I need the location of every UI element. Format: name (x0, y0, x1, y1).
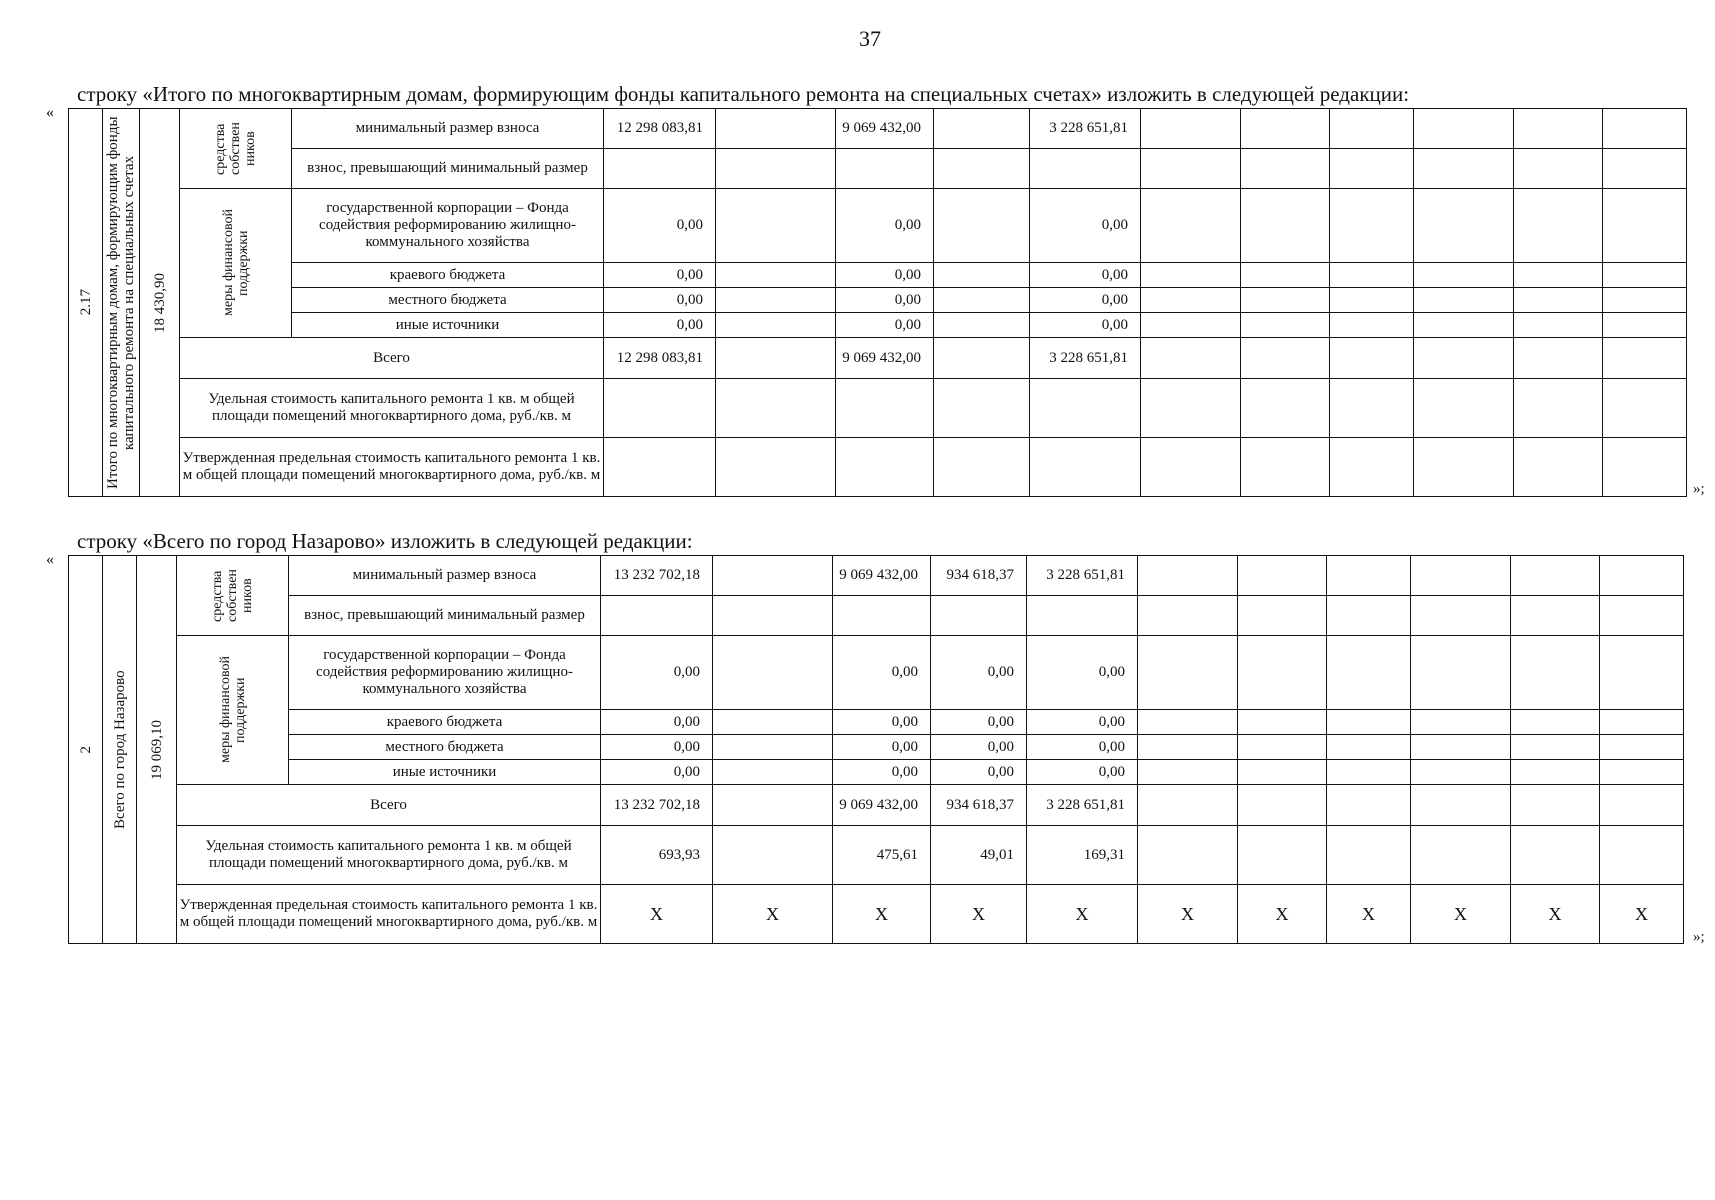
table-row (69, 288, 1687, 313)
value-cell-1 (604, 149, 716, 189)
value-cell-8: X (1327, 885, 1411, 944)
row-label: местного бюджета (289, 735, 601, 760)
section-1-close-quote: »; (1693, 481, 1705, 497)
value-cell-6 (1141, 263, 1241, 288)
value-cell-8 (1327, 556, 1411, 596)
value-cell-6 (1138, 785, 1238, 826)
value-cell-7 (1238, 760, 1327, 785)
value-cell-1: 12 298 083,81 (604, 338, 716, 379)
table-row (69, 438, 1687, 497)
row-label: Удельная стоимость капитального ремонта 1 кв. м общей площади помещений многоквартирного дома, руб./кв. м (177, 826, 601, 885)
row-number: 2.17 (77, 289, 94, 316)
value-cell-4 (934, 263, 1030, 288)
value-cell-2 (716, 149, 836, 189)
value-cell-3: 475,61 (833, 826, 931, 885)
group-own-funds: средства собствен ников (213, 122, 258, 175)
value-cell-2 (713, 710, 833, 735)
value-cell-5: 0,00 (1030, 263, 1141, 288)
value-cell-9 (1414, 109, 1514, 149)
value-cell-11 (1600, 596, 1684, 636)
value-cell-4: X (931, 885, 1027, 944)
value-cell-10 (1511, 556, 1600, 596)
value-cell-6 (1141, 109, 1241, 149)
value-cell-8 (1327, 760, 1411, 785)
row-label: Утвержденная предельная стоимость капитального ремонта 1 кв. м общей площади помещений многоквартирного дома, руб./кв. м (180, 438, 604, 497)
table-row (69, 885, 1684, 944)
row-label: краевого бюджета (292, 263, 604, 288)
value-cell-1: 0,00 (604, 288, 716, 313)
row-number: 2 (77, 745, 94, 754)
value-cell-7 (1238, 596, 1327, 636)
value-cell-11 (1603, 338, 1687, 379)
value-cell-3: 0,00 (833, 735, 931, 760)
group-own-funds-cell (180, 109, 292, 189)
row-label: государственной корпорации – Фонда содействия реформированию жилищно-коммунального хозяйства (292, 189, 604, 263)
value-cell-6 (1138, 760, 1238, 785)
value-cell-4: 934 618,37 (931, 556, 1027, 596)
value-cell-11 (1603, 109, 1687, 149)
page-number: 37 (859, 26, 881, 51)
value-cell-6 (1141, 338, 1241, 379)
value-cell-7 (1241, 379, 1330, 438)
table-row (69, 313, 1687, 338)
value-cell-8 (1330, 288, 1414, 313)
group-own-funds: средства собствен ников (210, 569, 255, 622)
area-cell (137, 556, 177, 944)
value-cell-7 (1238, 735, 1327, 760)
value-cell-5: 3 228 651,81 (1027, 785, 1138, 826)
value-cell-3 (833, 596, 931, 636)
value-cell-3: 0,00 (833, 760, 931, 785)
value-cell-10 (1514, 263, 1603, 288)
value-cell-11 (1603, 379, 1687, 438)
value-cell-6 (1141, 288, 1241, 313)
value-cell-1: 12 298 083,81 (604, 109, 716, 149)
section-2-close-quote: »; (1693, 929, 1705, 945)
value-cell-4: 934 618,37 (931, 785, 1027, 826)
value-cell-10 (1511, 636, 1600, 710)
value-cell-2 (713, 760, 833, 785)
value-cell-2 (716, 189, 836, 263)
group-own-funds-cell (177, 556, 289, 636)
row-label: иные источники (289, 760, 601, 785)
value-cell-6: X (1138, 885, 1238, 944)
value-cell-7 (1238, 785, 1327, 826)
value-cell-5: 0,00 (1027, 710, 1138, 735)
row-label: взнос, превышающий минимальный размер (289, 596, 601, 636)
value-cell-10 (1511, 735, 1600, 760)
value-cell-8 (1330, 109, 1414, 149)
value-cell-8 (1330, 263, 1414, 288)
value-cell-9 (1411, 556, 1511, 596)
value-cell-2 (713, 596, 833, 636)
value-cell-7 (1238, 556, 1327, 596)
table-row (69, 189, 1687, 263)
value-cell-10 (1514, 338, 1603, 379)
section-2-open-quote: « (46, 551, 54, 568)
table-row (69, 760, 1684, 785)
value-cell-3: 0,00 (836, 288, 934, 313)
value-cell-6 (1138, 710, 1238, 735)
value-cell-6 (1141, 438, 1241, 497)
value-cell-5 (1030, 438, 1141, 497)
value-cell-5 (1030, 149, 1141, 189)
value-cell-2 (713, 636, 833, 710)
value-cell-6 (1138, 596, 1238, 636)
value-cell-3: 9 069 432,00 (836, 338, 934, 379)
value-cell-9 (1414, 379, 1514, 438)
value-cell-8 (1330, 149, 1414, 189)
row-number-cell (69, 109, 103, 497)
group-support: меры финансовой поддержки (220, 209, 251, 317)
value-cell-3 (836, 438, 934, 497)
value-cell-10: X (1511, 885, 1600, 944)
value-cell-2 (713, 826, 833, 885)
value-cell-4: 0,00 (931, 760, 1027, 785)
value-cell-7 (1241, 263, 1330, 288)
value-cell-11 (1600, 735, 1684, 760)
table-row (69, 379, 1687, 438)
value-cell-1: 0,00 (601, 636, 713, 710)
value-cell-8 (1327, 735, 1411, 760)
value-cell-3: X (833, 885, 931, 944)
value-cell-1: 0,00 (601, 760, 713, 785)
value-cell-6 (1138, 826, 1238, 885)
value-cell-11 (1600, 760, 1684, 785)
value-cell-3: 0,00 (833, 710, 931, 735)
value-cell-3: 0,00 (836, 313, 934, 338)
table-row (69, 109, 1687, 149)
group-support-cell (177, 636, 289, 785)
value-cell-10 (1514, 109, 1603, 149)
value-cell-5: 0,00 (1027, 636, 1138, 710)
value-cell-4: 0,00 (931, 735, 1027, 760)
value-cell-11 (1603, 149, 1687, 189)
value-cell-11 (1603, 438, 1687, 497)
table-row (69, 735, 1684, 760)
value-cell-2 (716, 338, 836, 379)
value-cell-2 (716, 379, 836, 438)
table-row (69, 596, 1684, 636)
area-value: 19 069,10 (148, 719, 165, 780)
value-cell-11 (1600, 556, 1684, 596)
table-row (69, 785, 1684, 826)
value-cell-8 (1330, 379, 1414, 438)
value-cell-9 (1411, 785, 1511, 826)
row-label: Всего (180, 338, 604, 379)
table-row (69, 710, 1684, 735)
value-cell-10 (1514, 438, 1603, 497)
value-cell-2 (713, 785, 833, 826)
value-cell-10 (1514, 379, 1603, 438)
value-cell-4 (934, 438, 1030, 497)
value-cell-6 (1141, 379, 1241, 438)
value-cell-8 (1327, 596, 1411, 636)
row-label: местного бюджета (292, 288, 604, 313)
value-cell-7 (1241, 288, 1330, 313)
value-cell-9: X (1411, 885, 1511, 944)
row-name-cell (103, 556, 137, 944)
value-cell-5: 0,00 (1027, 735, 1138, 760)
value-cell-3: 9 069 432,00 (836, 109, 934, 149)
value-cell-4 (934, 288, 1030, 313)
row-label: краевого бюджета (289, 710, 601, 735)
table-row (69, 263, 1687, 288)
value-cell-4 (934, 313, 1030, 338)
value-cell-9 (1414, 149, 1514, 189)
value-cell-2: X (713, 885, 833, 944)
value-cell-6 (1138, 636, 1238, 710)
value-cell-7: X (1238, 885, 1327, 944)
value-cell-9 (1411, 596, 1511, 636)
value-cell-10 (1514, 313, 1603, 338)
value-cell-6 (1138, 735, 1238, 760)
value-cell-2 (716, 313, 836, 338)
value-cell-3: 0,00 (836, 263, 934, 288)
area-cell (140, 109, 180, 497)
value-cell-1: X (601, 885, 713, 944)
value-cell-5: 0,00 (1030, 313, 1141, 338)
row-label: минимальный размер взноса (289, 556, 601, 596)
value-cell-9 (1411, 735, 1511, 760)
value-cell-7 (1238, 636, 1327, 710)
value-cell-11: X (1600, 885, 1684, 944)
table-row (69, 826, 1684, 885)
value-cell-8 (1330, 338, 1414, 379)
value-cell-10 (1511, 596, 1600, 636)
row-name: Итого по многоквартирным домам, формирующим фонды капитального ремонта на специальных счетах (105, 116, 137, 489)
section-1-heading: строку «Итого по многоквартирным домам, формирующим фонды капитального ремонта на специальных счетах» изложить в следующей редакции: (77, 82, 1410, 106)
section-2-heading: строку «Всего по город Назарово» изложить в следующей редакции: (77, 529, 693, 553)
value-cell-5: 3 228 651,81 (1030, 109, 1141, 149)
row-number-cell (69, 556, 103, 944)
value-cell-2 (713, 735, 833, 760)
value-cell-7 (1241, 109, 1330, 149)
table-row (69, 556, 1684, 596)
table-row (69, 338, 1687, 379)
value-cell-9 (1414, 313, 1514, 338)
value-cell-10 (1511, 710, 1600, 735)
section-2-table (68, 555, 1684, 944)
value-cell-8 (1327, 826, 1411, 885)
value-cell-5: 0,00 (1030, 288, 1141, 313)
row-label: взнос, превышающий минимальный размер (292, 149, 604, 189)
value-cell-9 (1411, 826, 1511, 885)
row-label: Всего (177, 785, 601, 826)
value-cell-8 (1327, 710, 1411, 735)
row-label: Утвержденная предельная стоимость капитального ремонта 1 кв. м общей площади помещений многоквартирного дома, руб./кв. м (177, 885, 601, 944)
value-cell-7 (1238, 710, 1327, 735)
value-cell-8 (1327, 785, 1411, 826)
value-cell-5 (1027, 596, 1138, 636)
value-cell-4 (934, 379, 1030, 438)
value-cell-3 (836, 379, 934, 438)
value-cell-4: 49,01 (931, 826, 1027, 885)
value-cell-11 (1603, 288, 1687, 313)
value-cell-11 (1600, 710, 1684, 735)
value-cell-7 (1241, 338, 1330, 379)
value-cell-1: 0,00 (601, 710, 713, 735)
value-cell-10 (1511, 760, 1600, 785)
value-cell-1: 13 232 702,18 (601, 556, 713, 596)
row-label: иные источники (292, 313, 604, 338)
value-cell-9 (1414, 189, 1514, 263)
value-cell-7 (1241, 149, 1330, 189)
value-cell-5: 3 228 651,81 (1027, 556, 1138, 596)
value-cell-6 (1141, 189, 1241, 263)
value-cell-9 (1414, 263, 1514, 288)
table-row (69, 149, 1687, 189)
value-cell-1: 0,00 (601, 735, 713, 760)
value-cell-4 (934, 189, 1030, 263)
value-cell-4 (934, 109, 1030, 149)
value-cell-5: 3 228 651,81 (1030, 338, 1141, 379)
value-cell-1: 0,00 (604, 313, 716, 338)
value-cell-3: 9 069 432,00 (833, 785, 931, 826)
value-cell-1 (604, 379, 716, 438)
value-cell-1 (601, 596, 713, 636)
value-cell-5: 0,00 (1030, 189, 1141, 263)
row-label: минимальный размер взноса (292, 109, 604, 149)
section-1-table (68, 108, 1687, 497)
value-cell-10 (1511, 785, 1600, 826)
value-cell-4 (934, 338, 1030, 379)
value-cell-2 (713, 556, 833, 596)
value-cell-7 (1241, 313, 1330, 338)
value-cell-6 (1141, 149, 1241, 189)
value-cell-10 (1511, 826, 1600, 885)
value-cell-1: 0,00 (604, 189, 716, 263)
value-cell-11 (1603, 313, 1687, 338)
value-cell-11 (1603, 189, 1687, 263)
value-cell-11 (1600, 636, 1684, 710)
value-cell-1 (604, 438, 716, 497)
value-cell-5: X (1027, 885, 1138, 944)
value-cell-10 (1514, 189, 1603, 263)
value-cell-9 (1411, 636, 1511, 710)
section-1-open-quote: « (46, 104, 54, 121)
value-cell-5: 0,00 (1027, 760, 1138, 785)
value-cell-9 (1414, 288, 1514, 313)
value-cell-10 (1514, 288, 1603, 313)
row-label: государственной корпорации – Фонда содействия реформированию жилищно-коммунального хозяйства (289, 636, 601, 710)
value-cell-5: 169,31 (1027, 826, 1138, 885)
value-cell-6 (1138, 556, 1238, 596)
group-support-cell (180, 189, 292, 338)
value-cell-9 (1414, 438, 1514, 497)
value-cell-8 (1330, 189, 1414, 263)
value-cell-9 (1414, 338, 1514, 379)
value-cell-2 (716, 109, 836, 149)
value-cell-4 (931, 596, 1027, 636)
value-cell-11 (1600, 826, 1684, 885)
value-cell-10 (1514, 149, 1603, 189)
value-cell-9 (1411, 710, 1511, 735)
value-cell-3: 9 069 432,00 (833, 556, 931, 596)
value-cell-4 (934, 149, 1030, 189)
area-value: 18 430,90 (151, 272, 168, 333)
value-cell-5 (1030, 379, 1141, 438)
row-name: Всего по город Назарово (111, 670, 128, 829)
value-cell-2 (716, 438, 836, 497)
value-cell-8 (1330, 313, 1414, 338)
value-cell-2 (716, 288, 836, 313)
value-cell-11 (1600, 785, 1684, 826)
value-cell-7 (1241, 189, 1330, 263)
value-cell-3: 0,00 (833, 636, 931, 710)
value-cell-1: 693,93 (601, 826, 713, 885)
value-cell-4: 0,00 (931, 636, 1027, 710)
row-label: Удельная стоимость капитального ремонта 1 кв. м общей площади помещений многоквартирного дома, руб./кв. м (180, 379, 604, 438)
value-cell-8 (1330, 438, 1414, 497)
value-cell-11 (1603, 263, 1687, 288)
value-cell-3 (836, 149, 934, 189)
value-cell-7 (1238, 826, 1327, 885)
value-cell-6 (1141, 313, 1241, 338)
value-cell-1: 0,00 (604, 263, 716, 288)
table-row (69, 636, 1684, 710)
row-name-cell (103, 109, 140, 497)
value-cell-2 (716, 263, 836, 288)
value-cell-4: 0,00 (931, 710, 1027, 735)
value-cell-7 (1241, 438, 1330, 497)
group-support: меры финансовой поддержки (217, 656, 248, 764)
value-cell-3: 0,00 (836, 189, 934, 263)
value-cell-8 (1327, 636, 1411, 710)
value-cell-9 (1411, 760, 1511, 785)
value-cell-1: 13 232 702,18 (601, 785, 713, 826)
